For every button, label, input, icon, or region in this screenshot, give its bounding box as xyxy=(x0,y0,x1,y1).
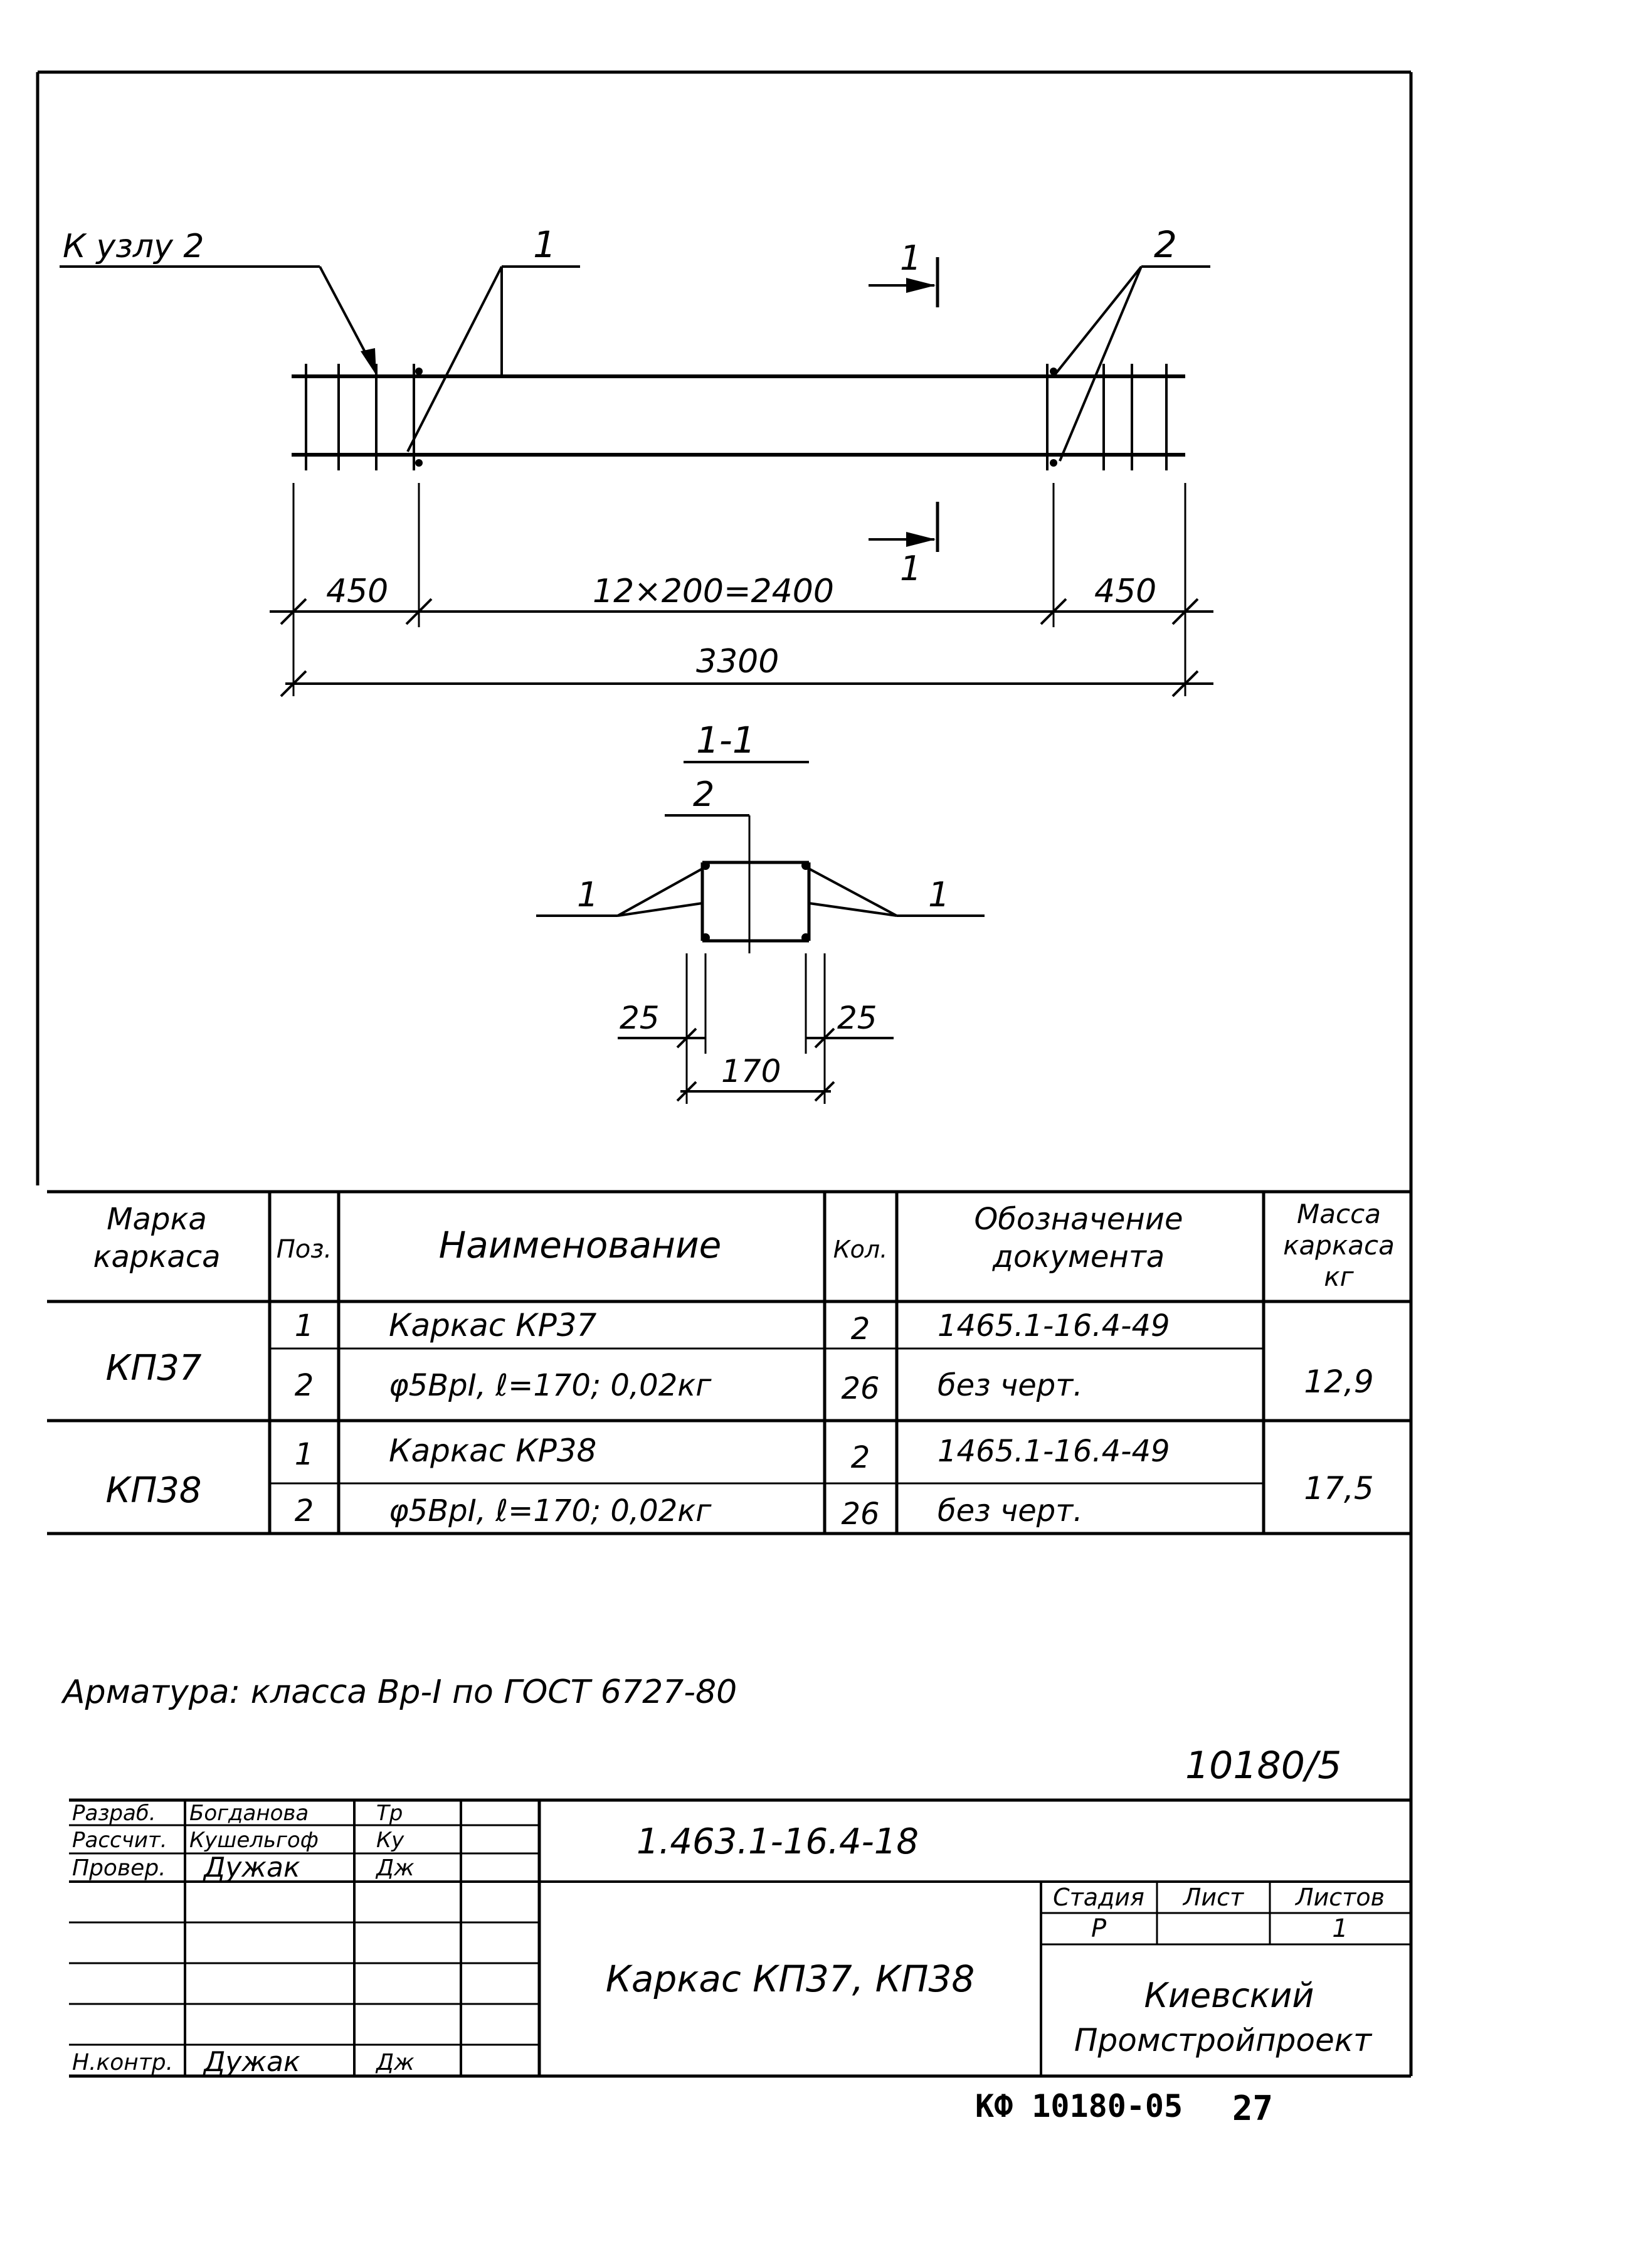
document-title: Каркас КП37, КП38 xyxy=(605,1958,975,2000)
group-2-mass: 17,5 xyxy=(1304,1470,1374,1507)
sheets-value: 1 xyxy=(1332,1914,1348,1943)
header-mass-3: кг xyxy=(1324,1261,1354,1292)
dimension-right: 450 xyxy=(1094,573,1157,610)
group-1-row-1-poz: 1 xyxy=(294,1308,314,1343)
title-block xyxy=(69,1800,1411,2078)
header-doc-1: Обозначение xyxy=(974,1202,1183,1237)
role-1-name: Кушельгоф xyxy=(189,1828,319,1853)
role-0-name: Богданова xyxy=(189,1801,309,1826)
group-1-marka: КП37 xyxy=(105,1348,202,1389)
role-0-sign: Тр xyxy=(376,1801,403,1826)
node-callout: К узлу 2 xyxy=(63,228,204,265)
dimension-left: 450 xyxy=(326,573,389,610)
specification-table xyxy=(47,1192,1411,1534)
dimension-middle: 12×200=2400 xyxy=(593,573,834,610)
group-2-row-1-name: Каркас КР38 xyxy=(389,1433,597,1469)
group-1-row-2-poz: 2 xyxy=(294,1368,314,1403)
sheet-label: Лист xyxy=(1183,1884,1244,1911)
group-1-row-2-kol: 26 xyxy=(841,1371,880,1406)
elevation-view xyxy=(60,223,1213,696)
group-1-row-1-name: Каркас КР37 xyxy=(389,1307,597,1343)
header-mass-2: каркаса xyxy=(1283,1230,1395,1261)
role-2: Провер. xyxy=(72,1855,166,1881)
role-6: Н.контр. xyxy=(72,2050,174,2075)
role-6-sign: Дж xyxy=(376,2050,415,2075)
role-2-name: Дужак xyxy=(204,1852,300,1884)
group-2-row-1-kol: 2 xyxy=(850,1440,870,1475)
reinforcement-note: Арматура: класса Вр-I по ГОСТ 6727-80 xyxy=(63,1673,737,1711)
organization-line-2: Промстройпроект xyxy=(1074,2022,1372,2059)
header-marka-2: каркаса xyxy=(93,1239,221,1274)
position-1-label: 1 xyxy=(533,223,556,266)
group-1-row-1-doc: 1465.1-16.4-49 xyxy=(938,1308,1170,1343)
role-2-sign: Дж xyxy=(376,1855,415,1881)
group-2-row-1-poz: 1 xyxy=(294,1437,314,1472)
stage-value: Р xyxy=(1091,1914,1107,1943)
section-position-1-right: 1 xyxy=(928,875,950,914)
header-mass-1: Масса xyxy=(1297,1199,1381,1229)
group-2-row-2-kol: 26 xyxy=(841,1497,880,1532)
stage-label: Стадия xyxy=(1053,1884,1144,1911)
group-2-row-1-doc: 1465.1-16.4-49 xyxy=(938,1434,1170,1469)
section-dimension-width: 170 xyxy=(721,1053,781,1089)
section-title: 1-1 xyxy=(696,719,756,761)
header-marka-1: Марка xyxy=(107,1202,207,1237)
group-1-mass: 12,9 xyxy=(1304,1364,1374,1400)
footer-page: 27 xyxy=(1232,2089,1274,2128)
organization-line-1: Киевский xyxy=(1144,1976,1314,2015)
group-2-marka: КП38 xyxy=(105,1470,202,1511)
inventory-number: 10180/5 xyxy=(1185,1744,1342,1788)
header-doc-2: документа xyxy=(992,1239,1165,1274)
group-2-row-2-doc: без черт. xyxy=(938,1493,1083,1529)
role-6-name: Дужак xyxy=(204,2046,300,2078)
header-name: Наименование xyxy=(438,1224,722,1266)
document-designation: 1.463.1-16.4-18 xyxy=(636,1821,919,1862)
sheets-label: Листов xyxy=(1296,1884,1385,1911)
section-view xyxy=(536,719,985,1104)
group-1-row-2-name: φ5ВрI, ℓ=170; 0,02кг xyxy=(389,1368,712,1403)
group-2-row-2-name: φ5ВрI, ℓ=170; 0,02кг xyxy=(389,1493,712,1529)
role-1-sign: Ку xyxy=(376,1828,404,1853)
header-poz: Поз. xyxy=(276,1235,332,1264)
group-1-row-1-kol: 2 xyxy=(850,1312,870,1347)
section-position-2: 2 xyxy=(693,775,715,814)
role-0: Разраб. xyxy=(72,1801,156,1826)
role-1: Рассчит. xyxy=(72,1828,167,1853)
position-2-label: 2 xyxy=(1154,223,1177,266)
dimension-total: 3300 xyxy=(696,643,779,681)
group-1-row-2-doc: без черт. xyxy=(938,1368,1083,1403)
header-kol: Кол. xyxy=(833,1236,888,1263)
section-mark-top: 1 xyxy=(900,238,922,278)
group-2-row-2-poz: 2 xyxy=(294,1493,314,1529)
section-dimension-left: 25 xyxy=(620,1000,660,1036)
section-dimension-right: 25 xyxy=(837,1000,877,1036)
section-mark-bottom: 1 xyxy=(900,549,922,588)
footer-code: КФ 10180-05 xyxy=(975,2088,1183,2124)
section-position-1-left: 1 xyxy=(577,875,599,914)
